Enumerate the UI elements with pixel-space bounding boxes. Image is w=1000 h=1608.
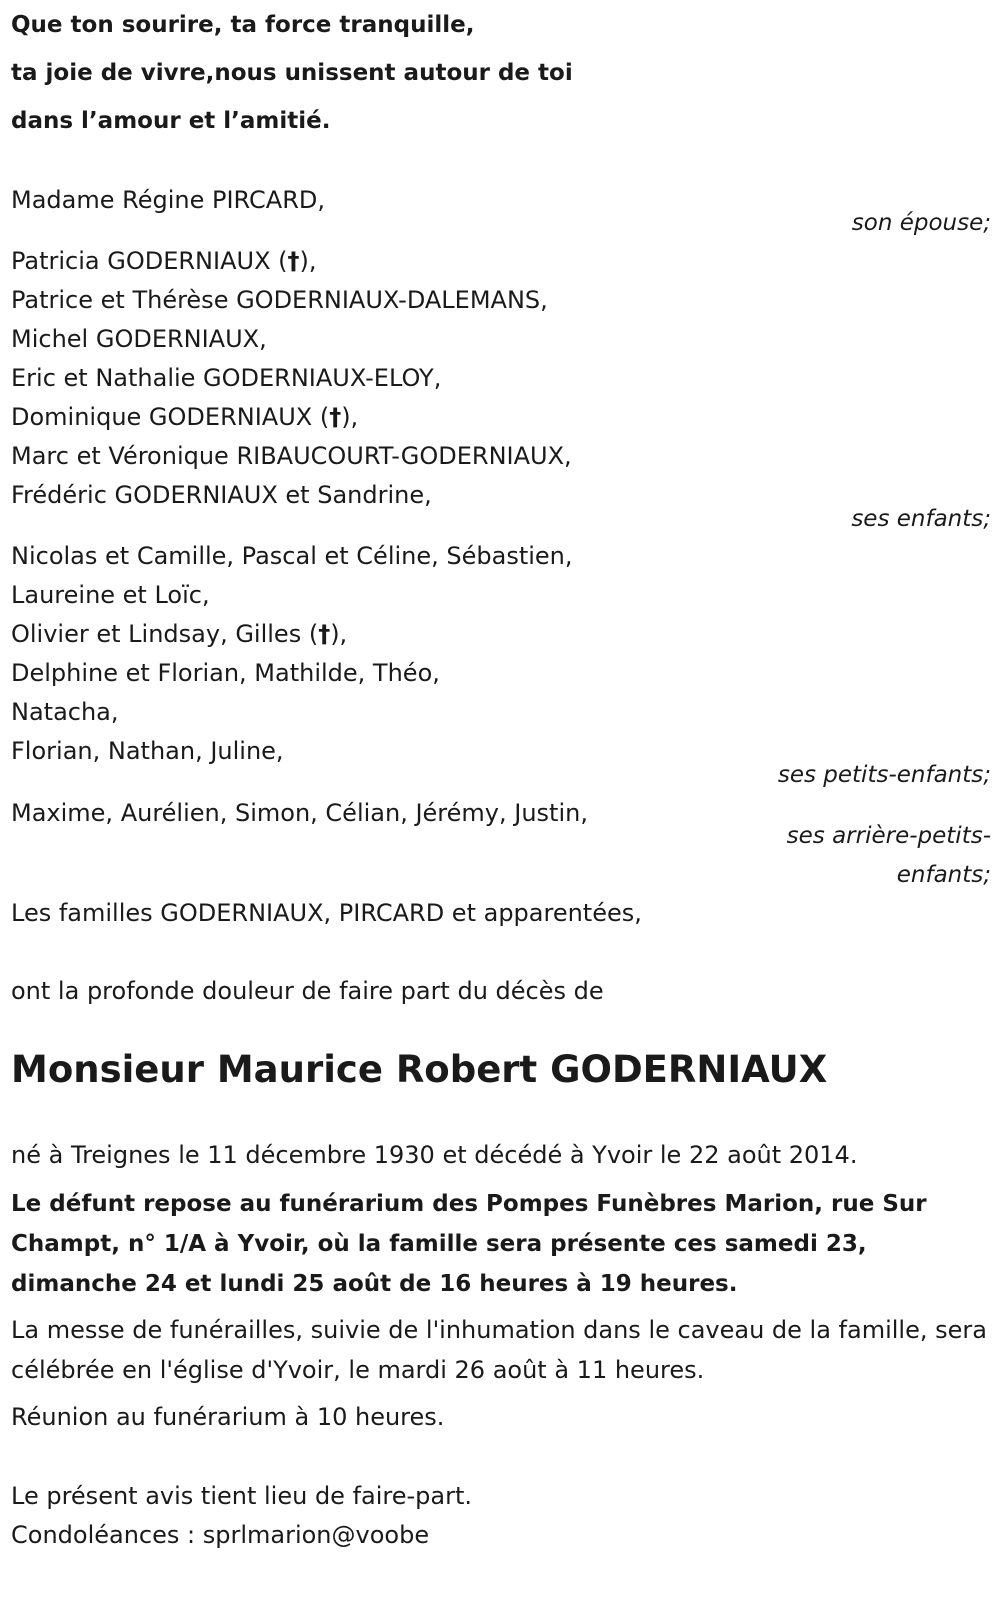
- child-1: Patricia GODERNIAUX (†),: [11, 247, 317, 275]
- grandchildren-5: Natacha,: [11, 698, 119, 726]
- spouse-role: son épouse;: [851, 210, 991, 236]
- cross-symbol: †: [329, 403, 342, 431]
- deceased-name: Monsieur Maurice Robert GODERNIAUX: [11, 1048, 828, 1091]
- condolences-line: Condoléances : sprlmarion@voobe: [11, 1521, 430, 1549]
- epigraph-line-1: Que ton sourire, ta force tranquille,: [11, 12, 475, 38]
- notice-line: Le présent avis tient lieu de faire-part.: [11, 1482, 473, 1510]
- grandchildren-role: ses petits-enfants;: [777, 762, 991, 788]
- grandchildren-2: Laureine et Loïc,: [11, 581, 210, 609]
- great-grandchildren-role-1: ses arrière-petits-: [786, 823, 991, 849]
- child-4: Eric et Nathalie GODERNIAUX-ELOY,: [11, 364, 442, 392]
- epigraph-line-2: ta joie de vivre,nous unissent autour de toi: [11, 60, 573, 86]
- child-6: Marc et Véronique RIBAUCOURT-GODERNIAUX,: [11, 442, 572, 470]
- child-5: Dominique GODERNIAUX (†),: [11, 403, 359, 431]
- great-grandchildren-role-2: enfants;: [896, 862, 991, 888]
- great-grandchildren: Maxime, Aurélien, Simon, Célian, Jérémy, Justin,: [11, 799, 588, 827]
- child-3: Michel GODERNIAUX,: [11, 325, 267, 353]
- cross-symbol: †: [287, 247, 300, 275]
- grandchildren-3: Olivier et Lindsay, Gilles (†),: [11, 620, 348, 648]
- families-line: Les familles GODERNIAUX, PIRCARD et apparentées,: [11, 899, 642, 927]
- birth-death-line: né à Treignes le 11 décembre 1930 et décédé à Yvoir le 22 août 2014.: [11, 1141, 858, 1169]
- spouse-name: Madame Régine PIRCARD,: [11, 186, 325, 214]
- epigraph-line-3: dans l’amour et l’amitié.: [11, 108, 331, 134]
- cross-symbol: †: [318, 620, 331, 648]
- child-7: Frédéric GODERNIAUX et Sandrine,: [11, 481, 432, 509]
- mass-info: La messe de funérailles, suivie de l'inhumation dans le caveau de la famille, sera célébrée en l'église d'Yvoir, le mardi 26 août à 11 heures.: [11, 1316, 987, 1384]
- announcement: ont la profonde douleur de faire part du décès de: [11, 977, 604, 1005]
- funerarium-info: Le défunt repose au funérarium des Pompes Funèbres Marion, rue Sur Champt, n° 1/A à Yvoir, où la famille sera présente ces samedi 23, dimanche 24 et lundi 25 août de 16 heures à 19 heures.: [11, 1191, 927, 1297]
- meeting-info: Réunion au funérarium à 10 heures.: [11, 1403, 445, 1431]
- child-2: Patrice et Thérèse GODERNIAUX-DALEMANS,: [11, 286, 548, 314]
- children-role: ses enfants;: [851, 506, 991, 532]
- grandchildren-6: Florian, Nathan, Juline,: [11, 737, 284, 765]
- grandchildren-4: Delphine et Florian, Mathilde, Théo,: [11, 659, 440, 687]
- grandchildren-1: Nicolas et Camille, Pascal et Céline, Sébastien,: [11, 542, 573, 570]
